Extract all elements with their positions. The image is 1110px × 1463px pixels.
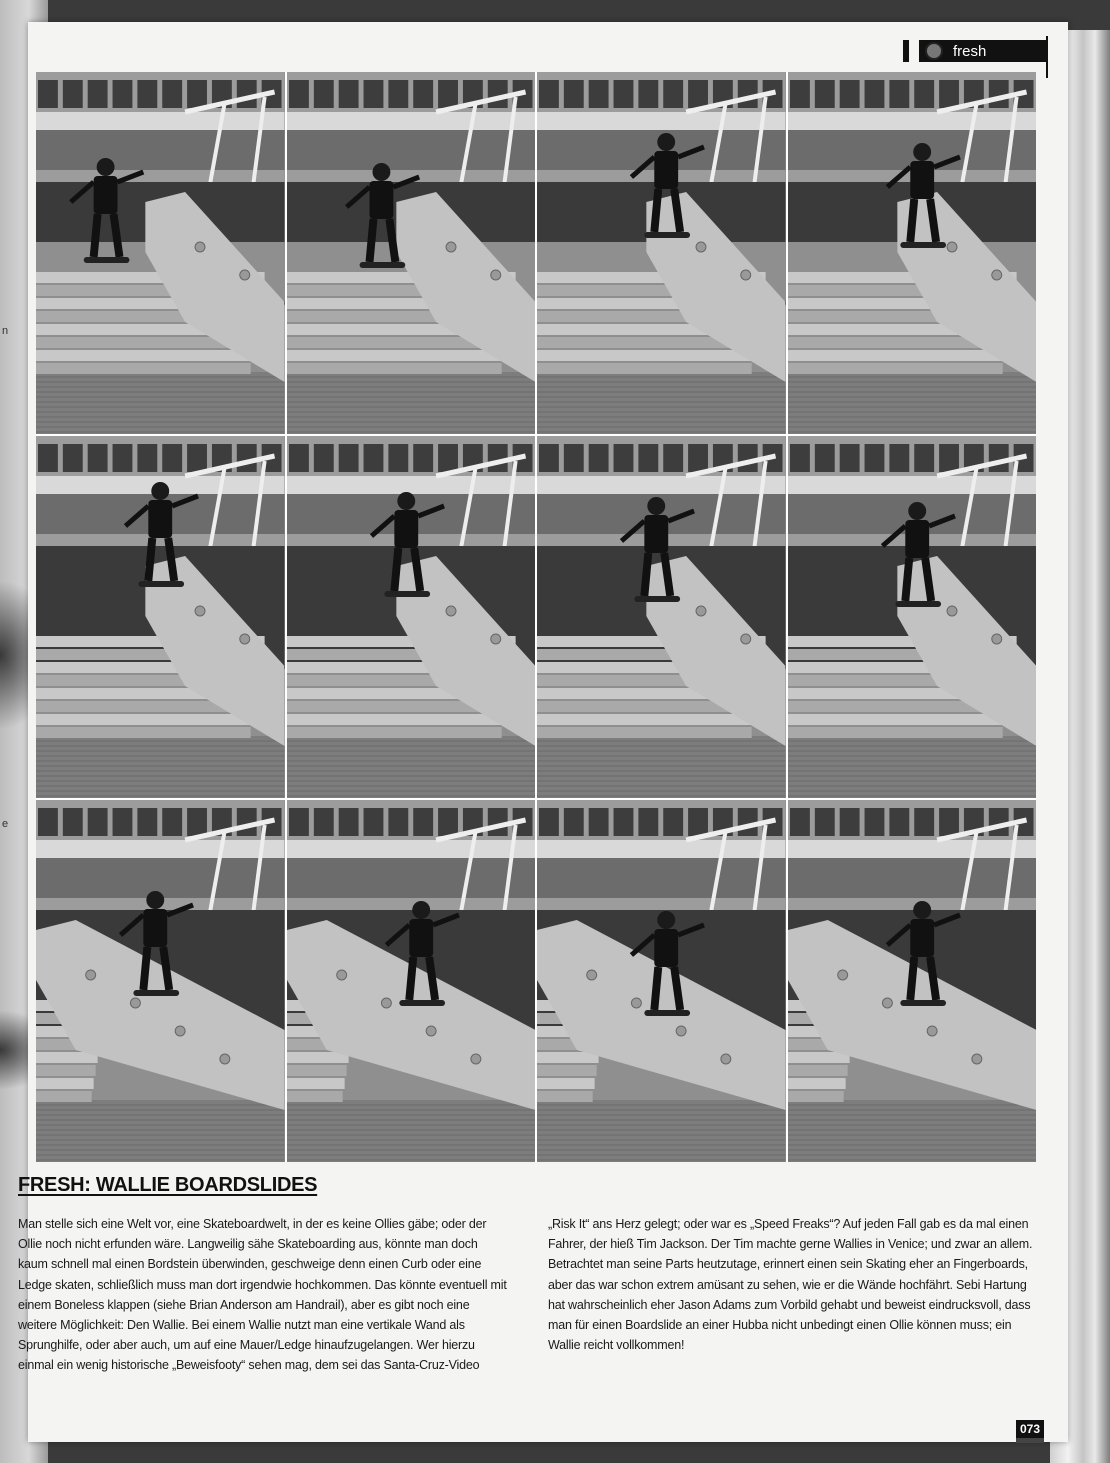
section-divider: [1046, 36, 1048, 78]
page-number: 073: [1016, 1420, 1044, 1438]
sequence-photo: [36, 436, 285, 798]
sequence-photo: [788, 72, 1037, 434]
sequence-photo: [537, 800, 786, 1162]
sequence-photo: [36, 72, 285, 434]
sequence-photo: [287, 72, 536, 434]
section-tab: [903, 40, 1046, 62]
sequence-photo: [287, 800, 536, 1162]
article-column-right: „Risk It“ ans Herz gelegt; oder war es „Speed Freaks“? Auf jeden Fall gab es da mal einen Fahrer, der hieß Tim Jackson. Der Tim machte gerne Wallies in Venice; und zwar an allem. Betrachtet man seine Parts heutzutage, erinnert einen sein Skating eher an Fingerboards, aber das war schon extrem amüsant zu sehen, wie er die Wände hochfährt. Sebi Hartung hat wahrscheinlich eher Jason Adams zum Vorbild gehabt und beweist eindrucksvoll, dass man für einen Boardslide an einer Hubba nicht unbedingt einen Ollie können muss; ein Wallie reicht vollkommen!: [548, 1217, 1033, 1353]
sequence-photo: [287, 436, 536, 798]
sequence-photo: [788, 800, 1037, 1162]
sequence-photo: [36, 800, 285, 1162]
facing-page-text-fragment: e: [2, 818, 9, 830]
sequence-photo: [788, 436, 1037, 798]
photo-sequence-grid: [36, 72, 1036, 1162]
section-marker: [909, 40, 919, 62]
sequence-photo: [537, 72, 786, 434]
article-column-left: Man stelle sich eine Welt vor, eine Skateboardwelt, in der es keine Ollies gäbe; oder der Ollie noch nicht erfunden wäre. Langweilig sähe Skateboarding aus, könnte man doch kaum schnell mal einen Bordstein überwinden, geschweige denn einen Curb oder eine Ledge skaten, schließlich muss man dort irgendwie hochkommen. Das könnte eventuell mit einem Boneless klappen (siehe Brian Anderson am Handrail), aber es gibt noch eine weitere Möglichkeit: Den Wallie. Bei einem Wallie nutzt man eine vertikale Wand als Sprunghilfe, oder aber auch, um auf eine Mauer/Ledge hinaufzugelangen. Wer hierzu einmal ein wenig historische „Beweisfooty“ sehen mag, dem sei das Santa-Cruz-Video: [18, 1217, 507, 1373]
page-number-strip: [1016, 1438, 1044, 1443]
magazine-page: [18, 22, 1068, 1442]
sequence-photo: [537, 436, 786, 798]
section-label: fresh: [953, 42, 987, 60]
magazine-logo-icon: [925, 42, 943, 60]
article-headline: FRESH: WALLIE BOARDSLIDES: [18, 1174, 318, 1196]
facing-page-text-fragment: n: [2, 325, 9, 337]
